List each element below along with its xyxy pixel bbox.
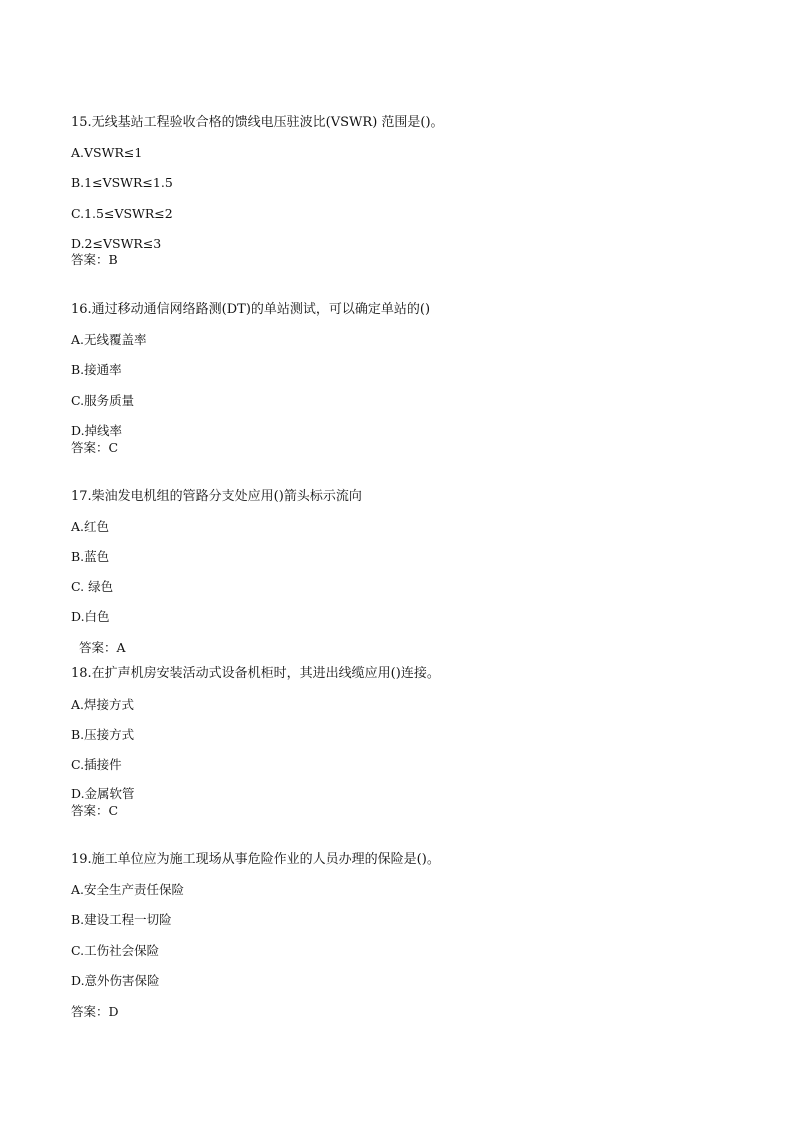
question-18-option-d: D.金属软管 <box>71 786 135 801</box>
question-19-option-d: D.意外伤害保险 <box>71 973 160 988</box>
question-19-answer: 答案：D <box>71 1004 119 1019</box>
question-17-stem: 17.柴油发电机组的管路分支处应用()箭头标示流向 <box>71 489 362 504</box>
question-18-stem: 18.在扩声机房安装活动式设备机柜时，其进出线缆应用()连接。 <box>71 666 440 681</box>
question-19-option-a: A.安全生产责任保险 <box>71 882 185 897</box>
question-16-option-c: C.服务质量 <box>71 393 135 408</box>
question-17-option-c: C. 绿色 <box>71 579 114 594</box>
question-15-option-a: A.VSWR≤1 <box>71 145 143 160</box>
question-16-answer: 答案：C <box>71 440 119 455</box>
question-18-answer: 答案：C <box>71 803 119 818</box>
question-18-option-c: C.插接件 <box>71 757 122 772</box>
question-15-option-c: C.1.5≤VSWR≤2 <box>71 206 173 221</box>
question-19-option-b: B.建设工程一切险 <box>71 912 172 927</box>
question-19-stem: 19.施工单位应为施工现场从事危险作业的人员办理的保险是()。 <box>71 852 440 867</box>
question-17-answer: 答案：A <box>79 640 126 655</box>
question-16-option-d: D.掉线率 <box>71 423 123 438</box>
question-19-option-c: C.工伤社会保险 <box>71 943 160 958</box>
question-17-option-b: B.蓝色 <box>71 549 110 564</box>
question-15-option-d: D.2≤VSWR≤3 <box>71 236 162 251</box>
question-18-option-b: B.压接方式 <box>71 727 135 742</box>
question-15-option-b: B.1≤VSWR≤1.5 <box>71 175 173 190</box>
question-17-option-d: D.白色 <box>71 609 110 624</box>
question-16-option-b: B.接通率 <box>71 362 122 377</box>
question-15-answer: 答案：B <box>71 252 118 267</box>
question-17-option-a: A.红色 <box>71 519 110 534</box>
question-16-stem: 16.通过移动通信网络路测(DT)的单站测试，可以确定单站的() <box>71 302 431 317</box>
question-15-stem: 15.无线基站工程验收合格的馈线电压驻波比(VSWR) 范围是()。 <box>71 115 444 130</box>
question-18-option-a: A.焊接方式 <box>71 697 135 712</box>
question-16-option-a: A.无线覆盖率 <box>71 332 147 347</box>
